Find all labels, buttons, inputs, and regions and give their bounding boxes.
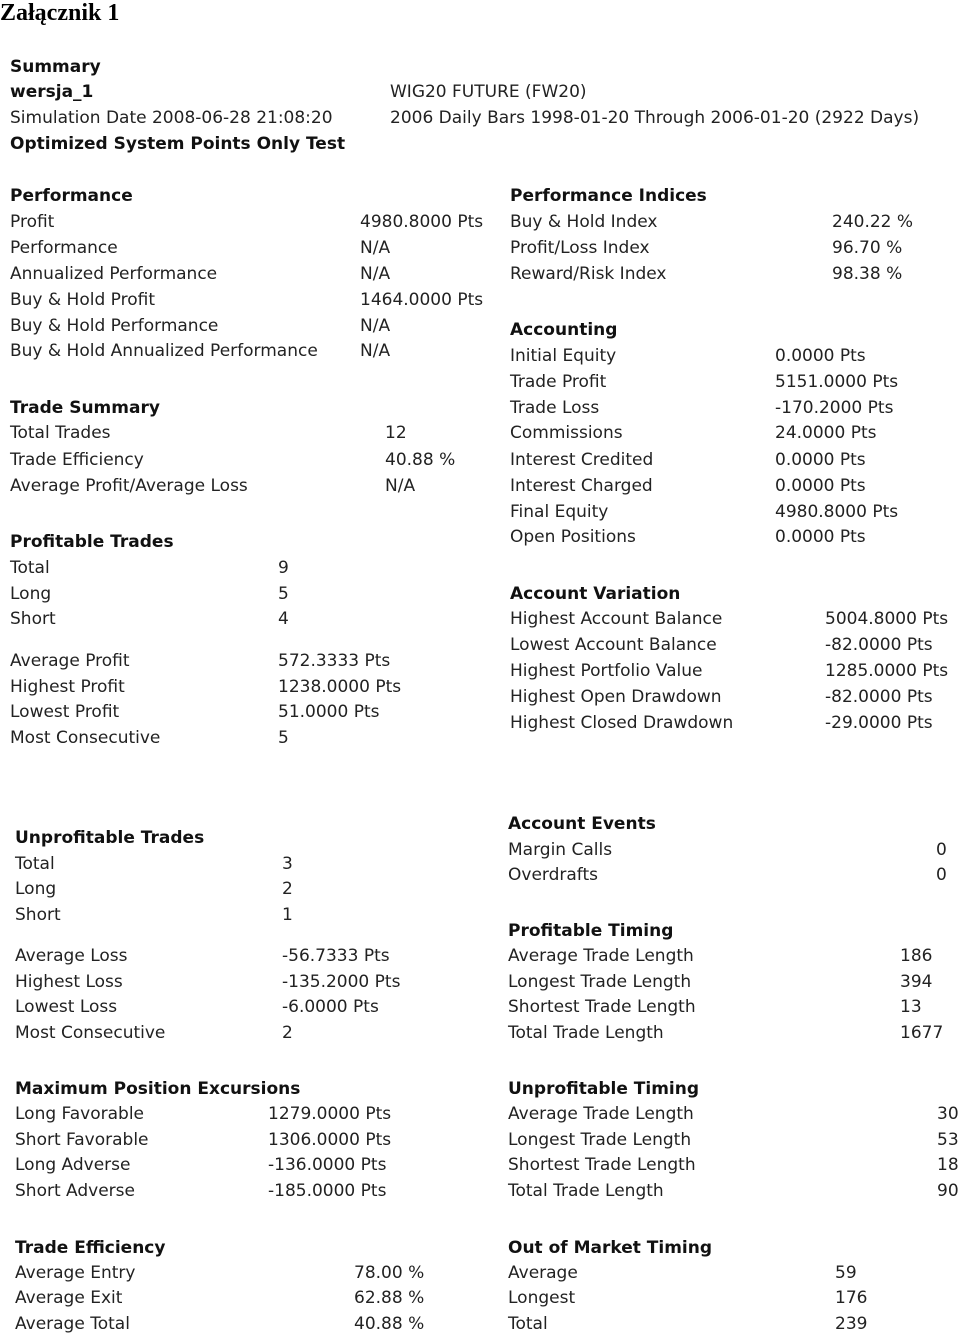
row-value: 51.0000 Pts <box>278 702 380 722</box>
section-heading: Accounting <box>510 320 618 340</box>
row-label: Open Positions <box>510 527 636 547</box>
row-label: Longest Trade Length <box>508 972 692 992</box>
row-value: 18 <box>937 1155 959 1175</box>
row-value: 98.38 % <box>832 264 903 284</box>
row-label: Total <box>15 854 55 874</box>
row-label: Short Adverse <box>15 1181 135 1201</box>
row-value: N/A <box>360 341 391 361</box>
row-label: Interest Credited <box>510 450 654 470</box>
row-value: N/A <box>385 476 416 496</box>
simulation-date: Simulation Date 2008-06-28 21:08:20 <box>10 108 333 128</box>
row-label: Shortest Trade Length <box>508 997 696 1017</box>
row-label: Average Loss <box>15 946 128 966</box>
row-value: 13 <box>900 997 922 1017</box>
row-label: Long Favorable <box>15 1104 145 1124</box>
row-value: 572.3333 Pts <box>278 651 391 671</box>
row-value: 2 <box>282 879 293 899</box>
row-value: 0.0000 Pts <box>775 527 866 547</box>
row-label: Total Trade Length <box>508 1023 664 1043</box>
row-label: Short Favorable <box>15 1130 149 1150</box>
row-value: -135.2000 Pts <box>282 972 401 992</box>
row-label: Annualized Performance <box>10 264 218 284</box>
row-value: 1 <box>282 905 293 925</box>
row-value: 4980.8000 Pts <box>775 502 899 522</box>
section-heading: Profitable Trades <box>10 532 174 552</box>
row-label: Total Trade Length <box>508 1181 664 1201</box>
test-type: Optimized System Points Only Test <box>10 134 346 154</box>
row-value: 24.0000 Pts <box>775 423 877 443</box>
row-label: Reward/Risk Index <box>510 264 667 284</box>
row-value: 62.88 % <box>354 1288 425 1308</box>
row-value: 394 <box>900 972 933 992</box>
row-label: Total <box>508 1314 548 1334</box>
section-heading: Maximum Position Excursions <box>15 1079 301 1099</box>
row-value: N/A <box>360 316 391 336</box>
row-label: Highest Open Drawdown <box>510 687 722 707</box>
row-value: 1464.0000 Pts <box>360 290 484 310</box>
row-value: N/A <box>360 238 391 258</box>
row-label: Shortest Trade Length <box>508 1155 696 1175</box>
row-label: Average Trade Length <box>508 946 694 966</box>
row-value: N/A <box>360 264 391 284</box>
row-label: Profit/Loss Index <box>510 238 650 258</box>
row-value: 0.0000 Pts <box>775 346 866 366</box>
row-label: Lowest Loss <box>15 997 118 1017</box>
row-label: Trade Profit <box>510 372 607 392</box>
section-heading: Trade Summary <box>10 398 160 418</box>
row-label: Long <box>10 584 52 604</box>
row-label: Interest Charged <box>510 476 653 496</box>
row-label: Average Trade Length <box>508 1104 694 1124</box>
row-value: 0.0000 Pts <box>775 450 866 470</box>
row-value: 96.70 % <box>832 238 903 258</box>
row-value: 1285.0000 Pts <box>825 661 949 681</box>
row-label: Average Profit <box>10 651 130 671</box>
row-label: Highest Profit <box>10 677 125 697</box>
instrument-label: WIG20 FUTURE (FW20) <box>390 82 587 102</box>
row-label: Average Exit <box>15 1288 123 1308</box>
row-label: Trade Efficiency <box>10 450 144 470</box>
row-label: Highest Closed Drawdown <box>510 713 734 733</box>
row-value: 3 <box>282 854 293 874</box>
row-value: -6.0000 Pts <box>282 997 379 1017</box>
section-heading: Unprofitable Timing <box>508 1079 700 1099</box>
section-heading: Trade Efficiency <box>15 1238 166 1258</box>
row-label: Buy & Hold Profit <box>10 290 156 310</box>
row-label: Profit <box>10 212 55 232</box>
row-label: Lowest Profit <box>10 702 120 722</box>
row-label: Total Trades <box>10 423 111 443</box>
row-label: Buy & Hold Annualized Performance <box>10 341 318 361</box>
row-value: 1677 <box>900 1023 944 1043</box>
row-label: Buy & Hold Index <box>510 212 658 232</box>
row-value: 4 <box>278 609 289 629</box>
row-label: Commissions <box>510 423 623 443</box>
row-value: 0 <box>936 840 947 860</box>
row-label: Initial Equity <box>510 346 617 366</box>
row-value: -185.0000 Pts <box>268 1181 387 1201</box>
row-value: 176 <box>835 1288 868 1308</box>
row-label: Most Consecutive <box>15 1023 166 1043</box>
row-value: -82.0000 Pts <box>825 635 933 655</box>
row-label: Short <box>15 905 61 925</box>
row-label: Average Total <box>15 1314 130 1334</box>
document-title: Załącznik 1 <box>0 0 120 26</box>
row-value: 4980.8000 Pts <box>360 212 484 232</box>
section-heading: Performance <box>10 186 133 206</box>
row-label: Average <box>508 1263 578 1283</box>
row-label: Margin Calls <box>508 840 613 860</box>
row-value: 78.00 % <box>354 1263 425 1283</box>
row-value: 40.88 % <box>354 1314 425 1334</box>
row-label: Highest Account Balance <box>510 609 723 629</box>
section-heading: Unprofitable Trades <box>15 828 205 848</box>
row-label: Buy & Hold Performance <box>10 316 219 336</box>
row-value: 5 <box>278 728 289 748</box>
row-value: 186 <box>900 946 933 966</box>
row-label: Longest <box>508 1288 576 1308</box>
system-name: wersja_1 <box>10 82 94 102</box>
row-label: Long <box>15 879 57 899</box>
row-value: 5 <box>278 584 289 604</box>
row-value: -56.7333 Pts <box>282 946 390 966</box>
row-label: Final Equity <box>510 502 609 522</box>
bars-range: 2006 Daily Bars 1998-01-20 Through 2006-01-20 (2922 Days) <box>390 108 920 128</box>
row-value: 1238.0000 Pts <box>278 677 402 697</box>
section-heading: Account Variation <box>510 584 681 604</box>
row-value: 59 <box>835 1263 857 1283</box>
row-value: 239 <box>835 1314 868 1334</box>
row-value: 40.88 % <box>385 450 456 470</box>
row-label: Most Consecutive <box>10 728 161 748</box>
section-heading: Account Events <box>508 814 656 834</box>
row-value: 2 <box>282 1023 293 1043</box>
row-label: Short <box>10 609 56 629</box>
row-value: -82.0000 Pts <box>825 687 933 707</box>
row-value: 12 <box>385 423 407 443</box>
section-heading: Profitable Timing <box>508 921 674 941</box>
section-heading: Out of Market Timing <box>508 1238 713 1258</box>
row-value: 30 <box>937 1104 959 1124</box>
row-label: Lowest Account Balance <box>510 635 717 655</box>
row-label: Performance <box>10 238 118 258</box>
row-value: 5004.8000 Pts <box>825 609 949 629</box>
row-value: 5151.0000 Pts <box>775 372 899 392</box>
row-value: -29.0000 Pts <box>825 713 933 733</box>
row-label: Average Entry <box>15 1263 136 1283</box>
row-value: 240.22 % <box>832 212 914 232</box>
row-label: Highest Loss <box>15 972 123 992</box>
row-label: Highest Portfolio Value <box>510 661 703 681</box>
row-label: Long Adverse <box>15 1155 131 1175</box>
row-value: 0 <box>936 865 947 885</box>
row-label: Total <box>10 558 50 578</box>
row-label: Overdrafts <box>508 865 598 885</box>
row-value: 90 <box>937 1181 959 1201</box>
row-value: -170.2000 Pts <box>775 398 894 418</box>
summary-heading: Summary <box>10 57 101 77</box>
row-label: Average Profit/Average Loss <box>10 476 248 496</box>
row-label: Trade Loss <box>510 398 600 418</box>
row-value: 53 <box>937 1130 959 1150</box>
section-heading: Performance Indices <box>510 186 707 206</box>
row-value: 1279.0000 Pts <box>268 1104 392 1124</box>
row-label: Longest Trade Length <box>508 1130 692 1150</box>
row-value: 9 <box>278 558 289 578</box>
row-value: 0.0000 Pts <box>775 476 866 496</box>
row-value: 1306.0000 Pts <box>268 1130 392 1150</box>
row-value: -136.0000 Pts <box>268 1155 387 1175</box>
